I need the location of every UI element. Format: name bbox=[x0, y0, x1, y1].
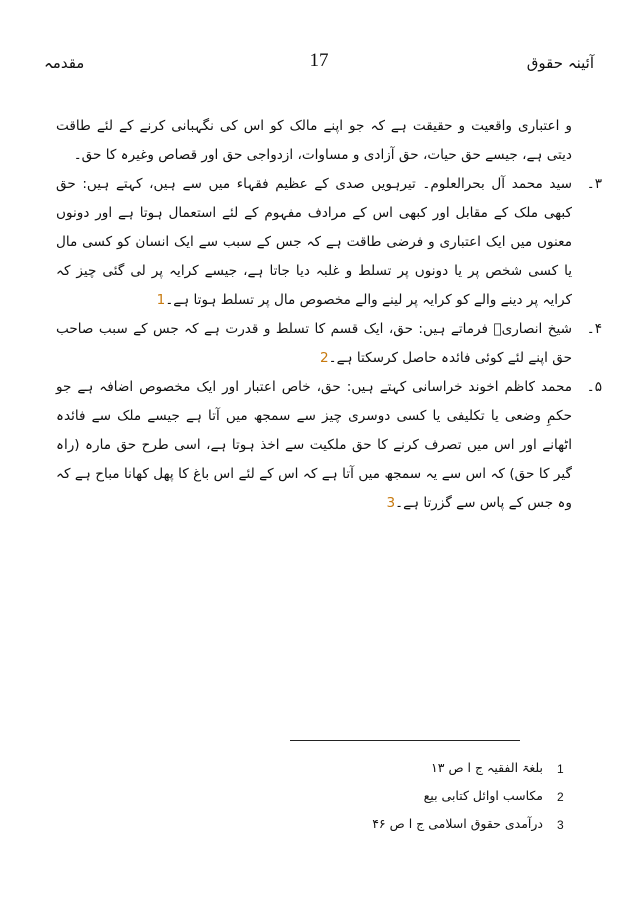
footnote-number: 3 bbox=[557, 818, 564, 832]
page-number: 17 bbox=[309, 50, 329, 71]
item-number: ۳۔ bbox=[586, 176, 602, 192]
footnote-ref[interactable]: 2 bbox=[319, 350, 329, 366]
chapter-title: مقدمہ bbox=[44, 54, 85, 72]
item-text: سید محمد آل بحرالعلوم۔ تیرہویں صدی کے عظیم فقہاء میں سے ہیں، کہتے ہیں: حق کبھی ملک کے مقابل اور کبھی اس کے مرادف مفہوم کے لئے استعمال ہوتا ہے اور دونوں معنوں میں ایک اعتباری و فرضی طاقت ہے کہ جس کے سبب سے ایک انسان کو کسی مال یا کسی شخص پر یا دونوں پر تسلط و غلبہ دیا جاتا ہے، جیسے کرایہ پر لی گئی چیز کہ کرایہ پر دینے والے کو کرایہ پر لینے والے مخصوص مال پر تسلط ہوتا ہے۔ bbox=[56, 176, 572, 308]
footnote-text: بلغۃ الفقیہ ج ا ص ۱۳ bbox=[431, 760, 543, 775]
item-text: محمد کاظم اخوند خراسانی کہتے ہیں: حق، خاص اعتبار اور ایک مخصوص اضافہ ہے جو حکمِ وضعی یا تکلیفی یا کسی دوسری چیز سے سمجھ میں آتا ہے جیسے ملک سے فائدہ اٹھانے اور اس میں تصرف کرنے کا حق ملکیت سے اخذ ہوتا ہے، اسی طرح حق مارہ (راہ گیر کا حق) کہ اس سے یہ سمجھ میں آتا ہے کہ اس کے لئے اس باغ کا پھل کھانا مباح ہے کہ وہ جس کے پاس سے گزرتا ہے۔ bbox=[56, 379, 572, 511]
definition-item bbox=[56, 315, 602, 373]
footnote bbox=[0, 784, 638, 808]
item-number: ۵۔ bbox=[586, 379, 602, 395]
definition-item bbox=[56, 170, 602, 315]
intro-text: و اعتباری واقعیت و حقیقت ہے کہ جو اپنے مالک کو اس کی نگہبانی کرنے کے لئے طاقت دیتی ہے، جیسے حق حیات، حق آزادی و مساوات، ازدواجی حق اور قصاص وغیرہ کا حق۔ bbox=[56, 118, 572, 163]
footnote bbox=[0, 812, 638, 836]
item-number: ۴۔ bbox=[586, 321, 602, 337]
intro-paragraph bbox=[56, 112, 572, 170]
footnote-divider bbox=[290, 740, 520, 741]
footnote-number: 2 bbox=[557, 790, 564, 804]
footnote-ref[interactable]: 1 bbox=[156, 292, 166, 308]
item-text: شیخ انصاریؒ فرماتے ہیں: حق، ایک قسم کا تسلط و قدرت ہے کہ جس کے سبب صاحب حق اپنے لئے کوئی فائدہ حاصل کرسکتا ہے۔ bbox=[56, 321, 572, 366]
book-title: آئینہ حقوق bbox=[526, 54, 594, 72]
footnote-ref[interactable]: 3 bbox=[386, 495, 396, 511]
body-text bbox=[56, 112, 602, 518]
definition-item bbox=[56, 373, 602, 518]
footnote-text: درآمدی حقوق اسلامی ج ا ص ۴۶ bbox=[372, 816, 543, 831]
footnote-text: مکاسب اوائل کتابی بیع bbox=[423, 788, 543, 803]
footnote bbox=[0, 756, 638, 780]
page-header bbox=[44, 48, 594, 82]
footnote-number: 1 bbox=[557, 762, 564, 776]
